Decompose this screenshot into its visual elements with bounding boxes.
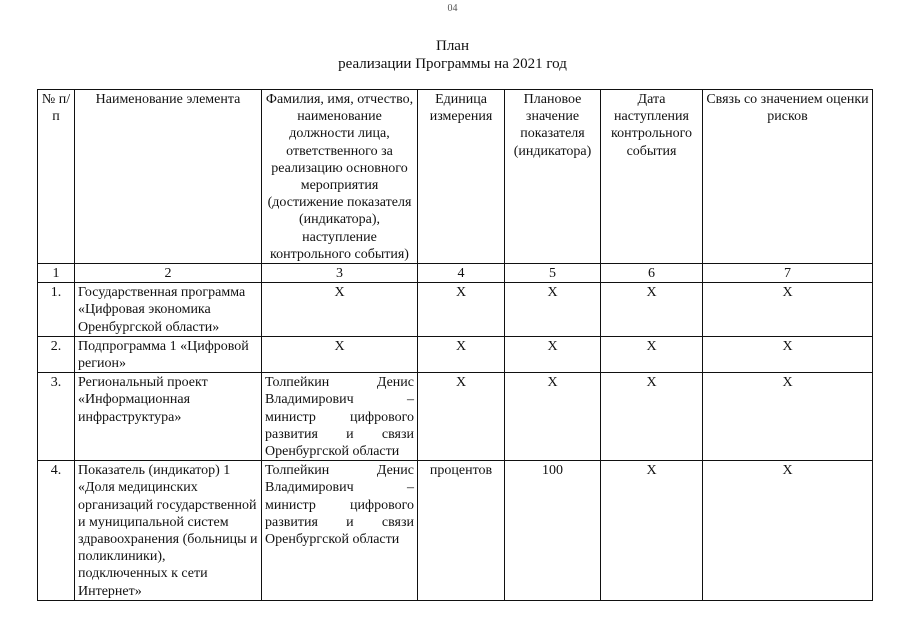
unit-of-measure: X: [418, 283, 505, 337]
header-cell-risk-link: Связь со значением оценки рисков: [703, 90, 873, 264]
responsible-person: Толпейкин Денис Владимирович – министр цифрового развития и связи Оренбургской области: [262, 373, 418, 461]
risk-link: X: [703, 373, 873, 461]
page-number: 04: [447, 3, 458, 14]
responsible-person: X: [262, 336, 418, 372]
element-name: Государственная программа «Цифровая экономика Оренбургской области»: [75, 283, 262, 337]
column-number-row: [38, 264, 873, 283]
column-number: 6: [601, 264, 703, 283]
event-date: X: [601, 336, 703, 372]
plan-value: X: [505, 336, 601, 372]
risk-link: X: [703, 461, 873, 601]
event-date: X: [601, 461, 703, 601]
column-number: 3: [262, 264, 418, 283]
header-cell-element-name: Наименование элемента: [75, 90, 262, 264]
document-title: [0, 37, 905, 73]
title-line-2: реализации Программы на 2021 год: [338, 56, 567, 72]
row-number: 2.: [38, 336, 75, 372]
element-name: Показатель (индикатор) 1 «Доля медицинских организаций государственной и муниципальной систем здравоохранения (больницы и поликлиники), подключенных к сети Интернет»: [75, 461, 262, 601]
row-number: 4.: [38, 461, 75, 601]
row-number: 1.: [38, 283, 75, 337]
event-date: X: [601, 373, 703, 461]
element-name: Подпрограмма 1 «Цифровой регион»: [75, 336, 262, 372]
header-cell-event-date: Дата наступления контрольного события: [601, 90, 703, 264]
header-cell-responsible: Фамилия, имя, отчество, наименование должности лица, ответственного за реализацию основного мероприятия (достижение показателя (индикатора), наступление контрольного события): [262, 90, 418, 264]
plan-value: 100: [505, 461, 601, 601]
title-line-1: План: [435, 38, 469, 54]
plan-table: [37, 89, 873, 601]
risk-link: X: [703, 336, 873, 372]
responsible-person: X: [262, 283, 418, 337]
event-date: X: [601, 283, 703, 337]
column-number: 2: [75, 264, 262, 283]
column-number: 5: [505, 264, 601, 283]
column-number: 1: [38, 264, 75, 283]
table-row: [38, 336, 873, 372]
table-row: [38, 461, 873, 601]
responsible-person: Толпейкин Денис Владимирович – министр цифрового развития и связи Оренбургской области: [262, 461, 418, 601]
header-cell-plan-value: Плановое значение показателя (индикатора): [505, 90, 601, 264]
risk-link: X: [703, 283, 873, 337]
unit-of-measure: процентов: [418, 461, 505, 601]
plan-value: X: [505, 283, 601, 337]
unit-of-measure: X: [418, 373, 505, 461]
table-row: [38, 373, 873, 461]
header-cell-number: № п/п: [38, 90, 75, 264]
column-number: 7: [703, 264, 873, 283]
element-name: Региональный проект «Информационная инфраструктура»: [75, 373, 262, 461]
column-number: 4: [418, 264, 505, 283]
table-row: [38, 283, 873, 337]
header-cell-unit: Единица измерения: [418, 90, 505, 264]
unit-of-measure: X: [418, 336, 505, 372]
plan-value: X: [505, 373, 601, 461]
row-number: 3.: [38, 373, 75, 461]
table-header-row: [38, 90, 873, 264]
